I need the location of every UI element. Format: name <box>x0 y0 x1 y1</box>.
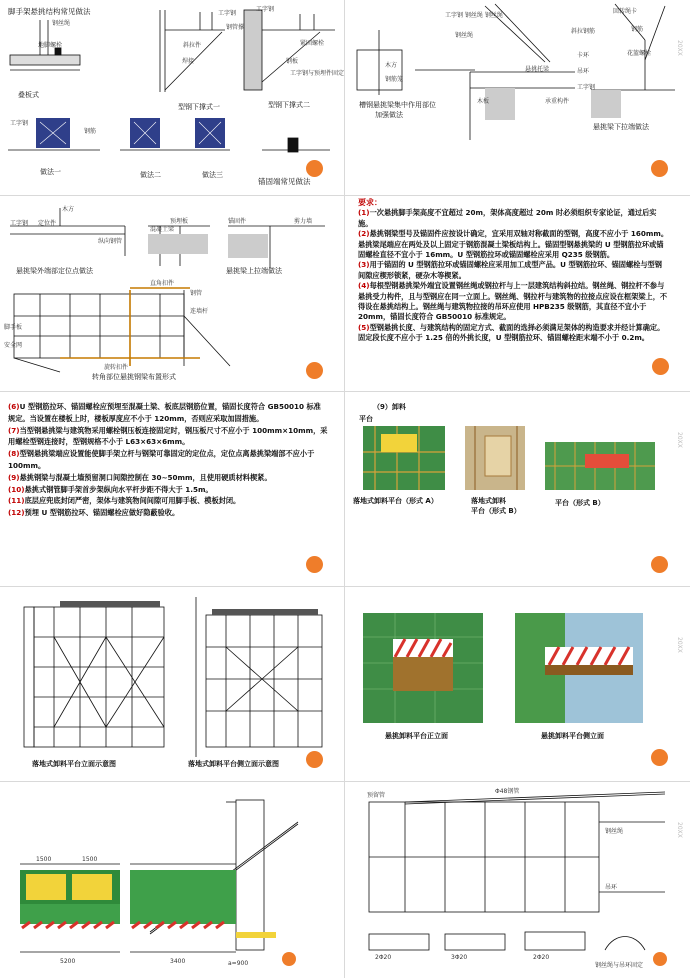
requirement-item: (6)U 型钢筋拉环、锚固螺栓应预埋至混凝土梁、板底层钢筋位置，锚固长度符合 GB50010 标准规定。当设置在楼板上时，楼板厚度应不小于 120mm，否则应采取加固措施。 <box>8 402 321 423</box>
platform-elevation-drawing <box>0 587 344 782</box>
label: 斜拉钢筋 <box>571 28 596 35</box>
caption: 悬挑梁上拉端做法 <box>226 267 282 275</box>
slide-marker-dot <box>306 556 323 573</box>
caption: 落地式卸料平台侧立面示意图 <box>188 760 279 768</box>
caption: 做法三 <box>202 171 223 179</box>
label: 预埋板 <box>170 218 189 225</box>
concrete-block <box>591 90 621 118</box>
section-title-line2: 平台 <box>359 415 373 423</box>
requirements-text <box>358 198 668 344</box>
dimension-label: a=900 <box>228 960 249 967</box>
requirement-item: (2)悬挑钢梁型号及锚固件应按设计确定，宜采用双轴对称截面的型钢，高度不应小于 160mm。悬挑梁尾端应在两处及以上固定于钢筋混凝土梁板结构上。锚固型钢悬挑梁的 U 型钢筋拉环或锚固螺栓直径不宜小于 16mm。U 型钢筋拉环或锚固螺栓应采用 Q235 级钢筋。 <box>358 229 669 260</box>
label: 工字钢 <box>10 120 29 127</box>
corner-steel-beams <box>60 288 203 366</box>
label: 吊环 <box>577 68 590 75</box>
requirement-item: (4)每根型钢悬挑梁外端宜设置钢丝绳或钢拉杆与上一层建筑结构斜拉结。钢丝绳、钢拉杆不参与悬挑受力构件，且与型钢应在同一立面上。钢丝绳、钢拉杆与建筑物的拉接点应设在框架梁上，不得设在悬挑结构上。钢丝绳与建筑物拉接的吊环应使用 HPB235 级钢筋，其直径不宜小于 20mm，锚固长度符合 GB50010 标准规定。 <box>358 281 668 322</box>
cantilever-methods-drawing <box>0 0 344 195</box>
label: 工字钢 <box>10 220 29 227</box>
dimension-label: 5200 <box>60 958 76 965</box>
label: 钢丝绳 <box>52 20 71 27</box>
section-title: （9）卸料 <box>373 403 406 411</box>
caption: 做法一 <box>40 168 61 176</box>
caption: 落地式卸料平台立面示意图 <box>32 760 116 768</box>
label: 直角扣件 <box>150 280 175 287</box>
dimension-label: 1500 <box>36 856 52 863</box>
shear-wall <box>228 234 268 258</box>
label: 钢板 <box>286 58 299 65</box>
label: 承重构件 <box>545 98 570 105</box>
label: 钢丝绳与吊环固定 <box>595 962 644 969</box>
slide-platform-elevation-colored <box>0 782 344 977</box>
caption: 悬挑梁下拉端做法 <box>593 123 649 131</box>
label: 剪力墙 <box>294 218 313 225</box>
requirement-item: (3)用于锚固的 U 型钢筋拉环或锚固螺栓应采用加工成型产品。U 型钢筋拉环、锚固螺栓与型钢间隙应楔形锁紧，硬杂木等楔紧。 <box>358 260 662 280</box>
requirement-item: (9)悬挑钢梁与混凝土墙预留洞口间隙控制在 30~50mm，且使用硬质材料楔紧。 <box>8 472 272 482</box>
label: 脚手板 <box>4 324 23 331</box>
label: 悬挑托梁 <box>525 66 550 73</box>
requirement-item: (8)型钢悬挑梁端应设置能使脚手架立杆与钢梁可靠固定的定位点，定位点离悬挑梁端部不应小于 100mm。 <box>8 449 315 470</box>
slide-marker-dot <box>306 160 323 177</box>
label: 钢管撑 <box>226 24 245 31</box>
caption: 悬挑卸料平台正立面 <box>385 732 448 740</box>
requirement-item: (11)底层应兜底封闭严密，架体与建筑物间间隙可用脚手板、模板封闭。 <box>8 496 241 506</box>
label: 工字钢 <box>577 84 596 91</box>
platform-photos <box>345 392 689 587</box>
caption: 槽钢悬挑梁集中作用部位 <box>359 101 436 109</box>
platform-plan-drawing <box>345 782 689 977</box>
label: 工字钢 <box>218 10 237 17</box>
label: 钢丝绳 <box>455 32 474 39</box>
slide-platform-plan-drawing: 预留管 Φ48钢管 钢丝绳 吊环 2Φ20 3Φ20 2Φ20 钢丝绳与吊环固定 20XX <box>345 782 689 977</box>
requirement-item: (5)型钢悬挑长度、与建筑结构的固定方式、截面的选择必须满足架体的构造要求并经计算确定。固定段长度不应小于 1.25 倍的外挑长度，U 型钢筋拉环、锚固螺栓距末端不小于 0.2m。 <box>358 322 665 343</box>
label: 斜拉件 <box>183 42 202 49</box>
label: 木板 <box>477 98 490 105</box>
label: 紧固螺栓 <box>300 40 325 47</box>
label: 混凝土梁 <box>150 226 175 233</box>
label: 钢筋笼 <box>385 76 404 83</box>
slide-positioning-details <box>0 196 344 391</box>
label: 木方 <box>385 62 398 69</box>
slide-title: 脚手架悬挑结构常见做法 <box>8 7 91 16</box>
label: 安全网 <box>4 342 23 349</box>
caption: 锚固端常见做法 <box>258 177 311 186</box>
requirement-item: (7)当型钢悬挑梁与建筑物采用螺栓钢压板连接固定时，钢压板尺寸不应小于 100mm×10mm，采用螺栓型钢连接时，型钢规格不小于 L63×63×6mm。 <box>8 425 328 447</box>
caption: 落地式卸料 <box>471 497 506 505</box>
label: 钢筋 <box>84 128 97 135</box>
label: 木方 <box>62 206 75 213</box>
requirement-item: (12)预埋 U 型钢筋拉环、锚固螺栓应做好隐蔽验收。 <box>8 508 180 518</box>
requirement-item: (10)悬挑式钢管脚手架首步架纵向水平杆步距不得大于 1.5m。 <box>8 484 213 494</box>
label: 焊接 <box>182 58 195 65</box>
requirements-heading: 要求： <box>358 198 382 207</box>
label: 工字钢 钢丝绳 钢丝绳 <box>445 12 503 19</box>
caption: 加强做法 <box>375 111 403 119</box>
label: Φ48钢管 <box>495 788 520 795</box>
label: 纵向钢管 <box>98 238 123 245</box>
label: 卡环 <box>577 52 590 59</box>
label: 3Φ20 <box>451 954 468 961</box>
slide-marker-dot <box>651 749 668 766</box>
top-rails <box>60 601 318 615</box>
label: 吊环 <box>605 884 618 891</box>
label: 钢筋 <box>631 26 644 33</box>
label: 工字钢 <box>256 6 275 13</box>
label: 钢丝绳 <box>605 828 624 835</box>
requirements-continued <box>8 401 328 519</box>
slide-unloading-platform-photos: （9）卸料 平台 落地式卸料平台（形式 A） 落地式卸料 平台（形式 B） 平台（形式 B） 20XX <box>345 392 689 587</box>
slide-marker-dot <box>651 160 668 177</box>
slide-marker-dot <box>306 751 323 768</box>
caption: 转角部位悬挑钢梁布置形式 <box>92 373 176 381</box>
caption: 落地式卸料平台（形式 A） <box>353 497 438 505</box>
caption: 悬挑卸料平台侧立面 <box>541 732 604 740</box>
caption: 悬挑梁外端部定位点做法 <box>16 267 93 275</box>
concrete-block <box>485 88 515 120</box>
label: 2Φ20 <box>375 954 392 961</box>
label: 定位件 <box>38 220 57 227</box>
caption: 做法二 <box>140 171 161 179</box>
label: 预留管 <box>367 792 386 799</box>
caption: 平台（形式 B） <box>555 499 605 507</box>
caption: 型钢下撑式二 <box>268 101 310 109</box>
caption: 型钢下撑式一 <box>178 103 220 111</box>
slide-platform-elevation-drawings <box>0 587 344 782</box>
label: 回转绳卡 <box>613 8 638 15</box>
slide-marker-dot <box>653 952 667 966</box>
slide-cantilever-common-methods <box>0 0 344 195</box>
label: 2Φ20 <box>533 954 550 961</box>
dimension-label: 1500 <box>82 856 98 863</box>
label: 工字钢与预埋件固定 <box>290 70 344 77</box>
label: 地脚螺栓 <box>38 42 63 49</box>
caption: 平台（形式 B） <box>471 507 521 515</box>
cantilever-platform-photos <box>345 587 689 782</box>
label: 旋转扣件 <box>104 364 129 371</box>
requirement-item: (1)一次悬挑脚手架高度不宜超过 20m，架体高度超过 20m 时必须组织专家论证，通过后实施。 <box>358 208 657 228</box>
platform-colored-drawing <box>0 782 344 977</box>
label: 锚固件 <box>228 218 247 225</box>
slide-marker-dot <box>651 556 668 573</box>
dimension-label: 3400 <box>170 958 186 965</box>
caption: 叠板式 <box>18 91 39 99</box>
slide-marker-dot <box>652 358 669 375</box>
label: 钢管 <box>190 290 203 297</box>
label: 连墙杆 <box>190 308 209 315</box>
slide-cantilever-reinforcement: 工字钢 钢丝绳 钢丝绳 回转绳卡 斜拉钢筋 钢筋 花篮螺栓 工字钢 钢丝绳 卡环 吊环 悬挑托梁 木方 钢筋笼 木板 承重构件 槽钢悬挑梁集中作用部位 加强做法 悬挑梁下拉端做法 20XX <box>345 0 689 195</box>
rebar-cage-blocks <box>36 118 225 148</box>
slide-marker-dot <box>282 952 296 966</box>
label: 花篮螺栓 <box>627 50 652 57</box>
concrete-beam <box>148 234 208 254</box>
slide-marker-dot <box>306 362 323 379</box>
slide-cantilever-platform-photos: 悬挑卸料平台正立面 悬挑卸料平台侧立面 20XX <box>345 587 689 782</box>
